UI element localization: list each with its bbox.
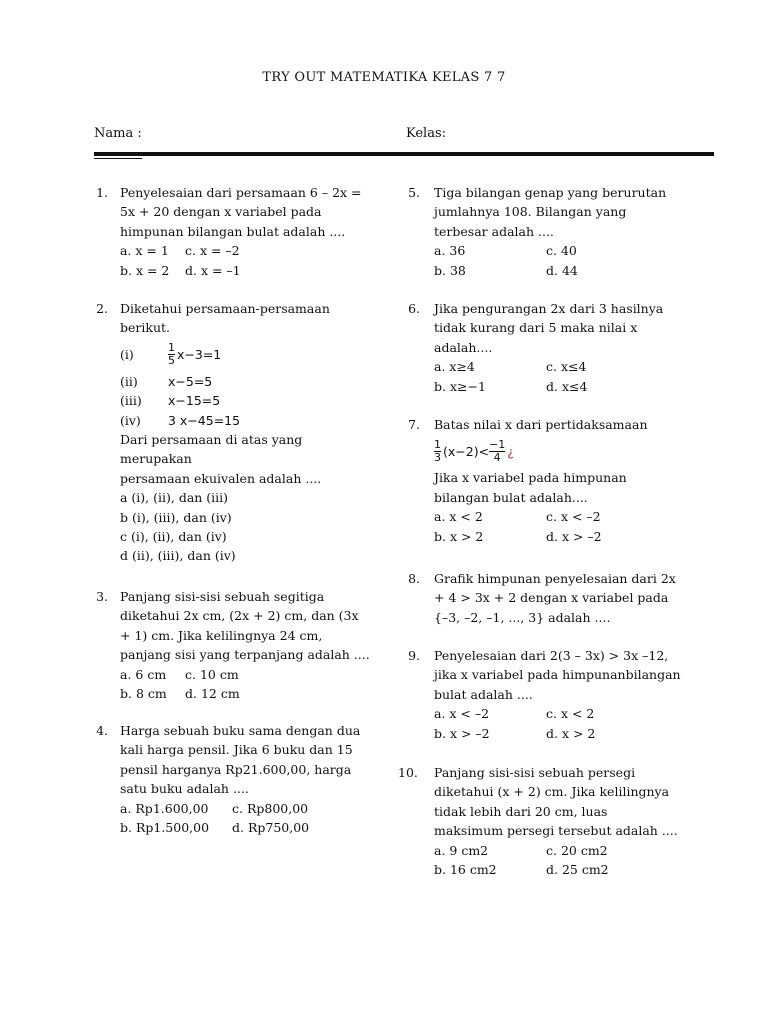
question-1-number: 1. [96,185,108,200]
question-8 [434,569,676,627]
option-a: a. 6 cm [120,666,167,682]
question-7-line: Batas nilai x dari pertidaksamaan [434,417,648,432]
question-6 [434,299,663,396]
question-4-line: kali harga pensil. Jika 6 buku dan 15 [120,742,353,758]
fraction-denominator: 4 [493,450,501,464]
question-7-line: Jika x variabel pada himpunan [434,470,627,486]
question-3 [120,587,370,703]
option-b: b. 16 cm2 [434,862,497,878]
option-c: c. 40 [546,243,577,259]
fraction [168,342,175,367]
question-9 [434,646,681,743]
question-4-line: satu buku adalah .... [120,781,249,797]
header-divider-thin [94,158,142,159]
question-6-number: 6. [408,301,420,316]
fraction [434,439,441,464]
question-10 [434,763,678,879]
option-c: c. x < 2 [546,706,595,722]
equation-1: x−3=1 [177,347,222,363]
equation-label: (iv) [120,412,141,428]
fraction-numerator: 1 [168,341,175,355]
question-8-line: Grafik himpunan penyelesaian dari 2x [434,571,676,586]
fraction-numerator: 1 [434,437,441,451]
option-d: d. Rp750,00 [232,820,310,836]
fraction-numerator: −1 [489,437,506,451]
page-title: TRY OUT MATEMATIKA KELAS 7 7 [262,70,506,85]
option-b: b. Rp1.500,00 [120,820,210,836]
equation-label: (i) [120,347,134,363]
option-b: b. x > 2 [434,528,484,544]
question-3-line: diketahui 2x cm, (2x + 2) cm, dan (3x [120,608,359,624]
question-10-line: tidak lebih dari 20 cm, luas [434,803,608,819]
question-10-number: 10. [398,765,418,780]
option-d: d. 44 [546,262,578,278]
option-c: c. Rp800,00 [232,800,309,816]
option-c: c. 20 cm2 [546,842,608,858]
option-b: b. x = 2 [120,262,170,278]
question-2-line: Diketahui persamaan-persamaan [120,301,330,316]
option-a: a. x < 2 [434,509,483,525]
option-b: b. 38 [434,262,466,278]
option-d: d. 12 cm [185,686,240,702]
question-10-line: Panjang sisi-sisi sebuah persegi [434,765,636,780]
question-7 [434,415,648,546]
question-3-line: + 1) cm. Jika kelilingnya 24 cm, [120,627,323,643]
option-b: b. x > –2 [434,725,490,741]
question-8-line: {–3, –2, –1, ..., 3} adalah .... [434,609,611,625]
option-d: d. x = –1 [185,262,241,278]
question-7-line: bilangan bulat adalah.... [434,489,588,505]
question-9-line: Penyelesaian dari 2(3 – 3x) > 3x –12, [434,648,669,663]
question-1-line: himpunan bilangan bulat adalah .... [120,223,346,239]
question-4-line: pensil harganya Rp21.600,00, harga [120,761,352,777]
inequality-expression: (x−2)< [443,443,490,459]
question-4-number: 4. [96,723,108,738]
question-2 [120,299,330,566]
option-a: a. 36 [434,243,466,259]
option-b: b (i), (iii), dan (iv) [120,509,232,525]
option-c: c. x = –2 [185,243,240,259]
option-d: d. x > 2 [546,725,596,741]
option-c: c (i), (ii), dan (iv) [120,529,227,545]
question-1 [120,183,362,280]
question-1-line: Penyelesaian dari persamaan 6 – 2x = [120,185,362,200]
question-4-line: Harga sebuah buku sama dengan dua [120,723,361,738]
option-c: c. 10 cm [185,666,239,682]
option-a: a. x = 1 [120,243,169,259]
question-9-line: bulat adalah .... [434,686,533,702]
equation-4: 3 x−45=15 [168,412,241,428]
fraction [489,439,505,464]
option-a: a. x < –2 [434,706,490,722]
question-9-number: 9. [408,648,420,663]
question-2-line: Dari persamaan di atas yang [120,432,303,448]
question-3-number: 3. [96,589,108,604]
question-5-line: Tiga bilangan genap yang berurutan [434,185,667,200]
option-d: d. x≤4 [546,378,588,394]
equation-label: (ii) [120,373,138,389]
question-10-line: maksimum persegi tersebut adalah .... [434,823,678,839]
option-b: b. 8 cm [120,686,167,702]
question-8-line: + 4 > 3x + 2 dengan x variabel pada [434,590,669,606]
equation-3: x−15=5 [168,393,221,409]
option-a: a. Rp1.600,00 [120,800,209,816]
option-a: a. 9 cm2 [434,842,489,858]
equation-label: (iii) [120,393,142,409]
option-b: b. x≥−1 [434,378,486,394]
question-5-line: jumlahnya 108. Bilangan yang [434,204,627,220]
question-2-line: merupakan [120,451,192,467]
question-2-line: berikut. [120,320,170,336]
question-10-line: diketahui (x + 2) cm. Jika kelilingnya [434,784,670,800]
question-6-line: adalah.... [434,339,493,355]
question-2-number: 2. [96,301,108,316]
question-4 [120,721,360,837]
question-6-line: Jika pengurangan 2x dari 3 hasilnya [434,301,664,316]
question-3-line: panjang sisi yang terpanjang adalah .... [120,647,370,663]
option-d: d (ii), (iii), dan (iv) [120,548,236,564]
question-6-line: tidak kurang dari 5 maka nilai x [434,320,638,336]
option-a: a (i), (ii), dan (iii) [120,490,229,506]
option-a: a. x≥4 [434,359,475,375]
question-3-line: Panjang sisi-sisi sebuah segitiga [120,589,325,604]
class-label: Kelas: [406,126,447,141]
fraction-denominator: 5 [168,354,175,368]
option-c: c. x < –2 [546,509,601,525]
question-8-number: 8. [408,571,420,586]
option-d: d. 25 cm2 [546,862,609,878]
question-5 [434,183,666,280]
question-5-number: 5. [408,185,420,200]
question-5-line: terbesar adalah .... [434,223,554,239]
name-label: Nama : [94,126,142,141]
option-c: c. x≤4 [546,359,587,375]
question-2-line: persamaan ekuivalen adalah .... [120,470,322,486]
inequality-tail: ¿ [507,443,514,459]
question-7-number: 7. [408,417,420,432]
header-divider [94,152,714,156]
fraction-denominator: 3 [434,450,441,464]
option-d: d. x > –2 [546,528,602,544]
question-9-line: jika x variabel pada himpunanbilangan [434,667,681,683]
question-1-line: 5x + 20 dengan x variabel pada [120,204,322,220]
equation-2: x−5=5 [168,373,213,389]
